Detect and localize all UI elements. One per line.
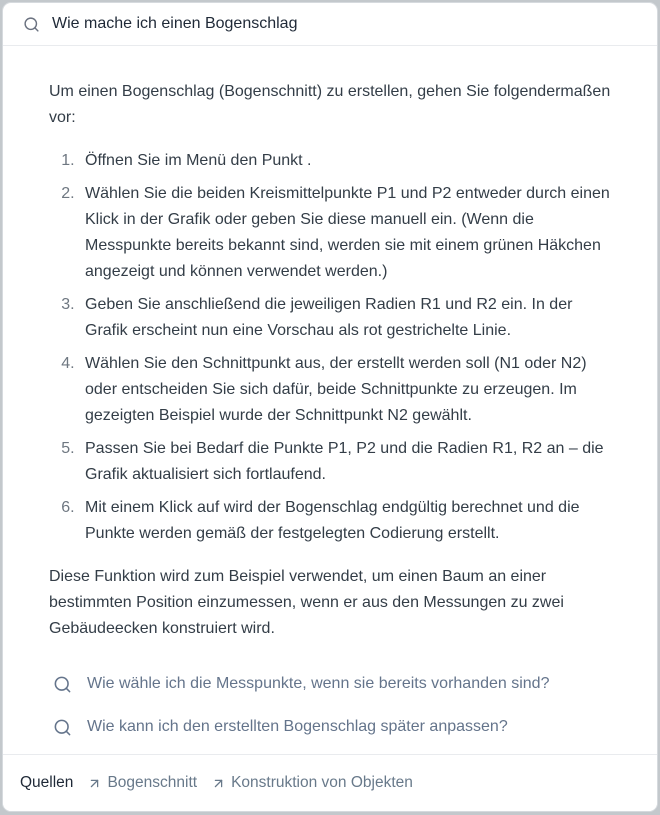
search-icon: [53, 718, 72, 737]
answer-content: [3, 46, 657, 754]
step-item: 5. Passen Sie bei Bedarf die Punkte P1, P2 und die Radien R1, R2 an – die Grafik aktualisiert sich fortlaufend.: [79, 436, 612, 488]
suggested-question[interactable]: [53, 714, 612, 740]
suggested-question-label: Wie wähle ich die Messpunkte, wenn sie bereits vorhanden sind?: [87, 675, 550, 692]
steps-list: [49, 148, 612, 547]
sources-label: Quellen: [20, 774, 74, 791]
step-item: 1. Öffnen Sie im Menü den Punkt .: [79, 148, 612, 174]
suggested-question[interactable]: [53, 671, 612, 697]
step-item: 6. Mit einem Klick auf wird der Bogenschlag endgültig berechnet und die Punkte werden gemäß der festgelegten Codierung erstellt.: [79, 495, 612, 547]
search-input[interactable]: [52, 15, 637, 33]
source-link-label: Konstruktion von Objekten: [231, 774, 413, 791]
step-item: 4. Wählen Sie den Schnittpunkt aus, der erstellt werden soll (N1 oder N2) oder entscheiden Sie sich dafür, beide Schnittpunkte zu erzeugen. Im gezeigten Beispiel wurde der Schnittpunkt N2 gewählt.: [79, 351, 612, 429]
source-link[interactable]: [87, 774, 197, 792]
step-item: 3. Geben Sie anschließend die jeweiligen Radien R1 und R2 ein. In der Grafik erscheint nun eine Vorschau als rot gestrichelte Linie.: [79, 292, 612, 344]
answer-outro: Diese Funktion wird zum Beispiel verwendet, um einen Baum an einer bestimmten Position einzumessen, wenn er aus den Messungen zu zwei Gebäudeecken konstruiert wird.: [49, 568, 564, 637]
source-link-label: Bogenschnitt: [107, 774, 198, 791]
search-icon: [23, 16, 40, 33]
arrow-up-right-icon: [87, 776, 102, 791]
source-link[interactable]: [211, 774, 413, 792]
search-bar: [3, 3, 657, 46]
answer-intro: Um einen Bogenschlag (Bogenschnitt) zu erstellen, gehen Sie folgendermaßen vor:: [49, 83, 611, 126]
sources-footer: [3, 754, 657, 811]
search-icon: [53, 675, 72, 694]
arrow-up-right-icon: [211, 776, 226, 791]
help-answer-panel: [2, 2, 658, 812]
suggested-questions: [49, 671, 612, 740]
step-item: 2. Wählen Sie die beiden Kreismittelpunkte P1 und P2 entweder durch einen Klick in der Grafik oder geben Sie diese manuell ein. (Wenn die Messpunkte bereits bekannt sind, werden sie mit einem grünen Häkchen angezeigt und können verwendet werden.): [79, 181, 612, 285]
suggested-question-label: Wie kann ich den erstellten Bogenschlag später anpassen?: [87, 718, 508, 735]
